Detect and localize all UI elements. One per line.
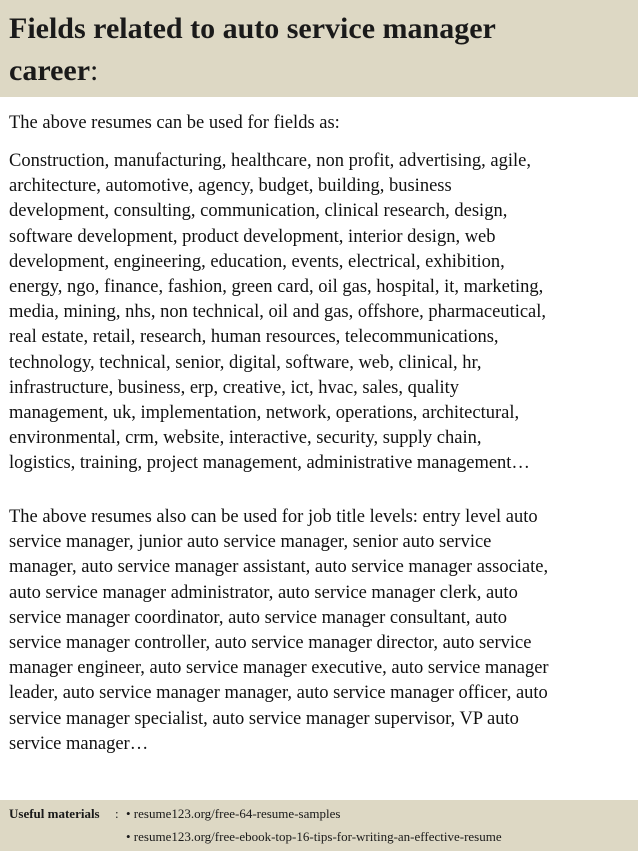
fields-line: infrastructure, business, erp, creative, ict, hvac, sales, quality (9, 377, 460, 398)
levels-line: manager, auto service manager assistant, auto service manager associate, (9, 557, 549, 578)
fields-line: media, mining, nhs, non technical, oil and gas, offshore, pharmaceutical, (9, 302, 547, 323)
intro-text: The above resumes can be used for fields as: (9, 113, 340, 133)
fields-line: development, consulting, communication, clinical research, design, (9, 201, 508, 222)
levels-line: service manager controller, auto service manager director, auto service (9, 633, 532, 654)
fields-line: architecture, automotive, agency, budget, building, business (9, 176, 452, 197)
useful-materials-separator: : (115, 806, 119, 821)
fields-line: development, engineering, education, events, electrical, exhibition, (9, 251, 505, 272)
fields-line: management, uk, implementation, network, operations, architectural, (9, 403, 520, 424)
fields-line: Construction, manufacturing, healthcare, non profit, advertising, agile, (9, 151, 531, 171)
page-title (9, 8, 629, 92)
levels-line: service manager, junior auto service manager, senior auto service (9, 532, 492, 553)
fields-line: software development, product development, interior design, web (9, 226, 496, 247)
levels-line: service manager specialist, auto service manager supervisor, VP auto (9, 708, 519, 729)
fields-paragraph (9, 149, 631, 477)
job-levels-paragraph (9, 505, 631, 757)
fields-line: logistics, training, project management, administrative management… (9, 453, 530, 474)
levels-line: service manager… (9, 733, 149, 754)
levels-line: The above resumes also can be used for job title levels: entry level auto (9, 507, 538, 527)
fields-line: energy, ngo, finance, fashion, green card, oil gas, hospital, it, marketing, (9, 277, 544, 298)
page-title-text: Fields related to auto service manager career (9, 12, 496, 87)
fields-line: real estate, retail, research, human resources, telecommunications, (9, 327, 499, 348)
levels-line: auto service manager administrator, auto service manager clerk, auto (9, 582, 518, 603)
fields-line: technology, technical, senior, digital, software, web, clinical, hr, (9, 352, 482, 373)
useful-materials-label: Useful materials (9, 806, 100, 821)
resume-samples-link[interactable]: • resume123.org/free-64-resume-samples (126, 806, 341, 821)
fields-line: environmental, crm, website, interactive, security, supply chain, (9, 428, 482, 449)
levels-line: service manager coordinator, auto service manager consultant, auto (9, 607, 508, 628)
levels-line: manager engineer, auto service manager executive, auto service manager (9, 658, 549, 679)
page-title-colon: : (90, 54, 99, 87)
levels-line: leader, auto service manager manager, auto service manager officer, auto (9, 683, 548, 704)
resume-ebook-link[interactable]: • resume123.org/free-ebook-top-16-tips-for-writing-an-effective-resume (126, 829, 502, 844)
